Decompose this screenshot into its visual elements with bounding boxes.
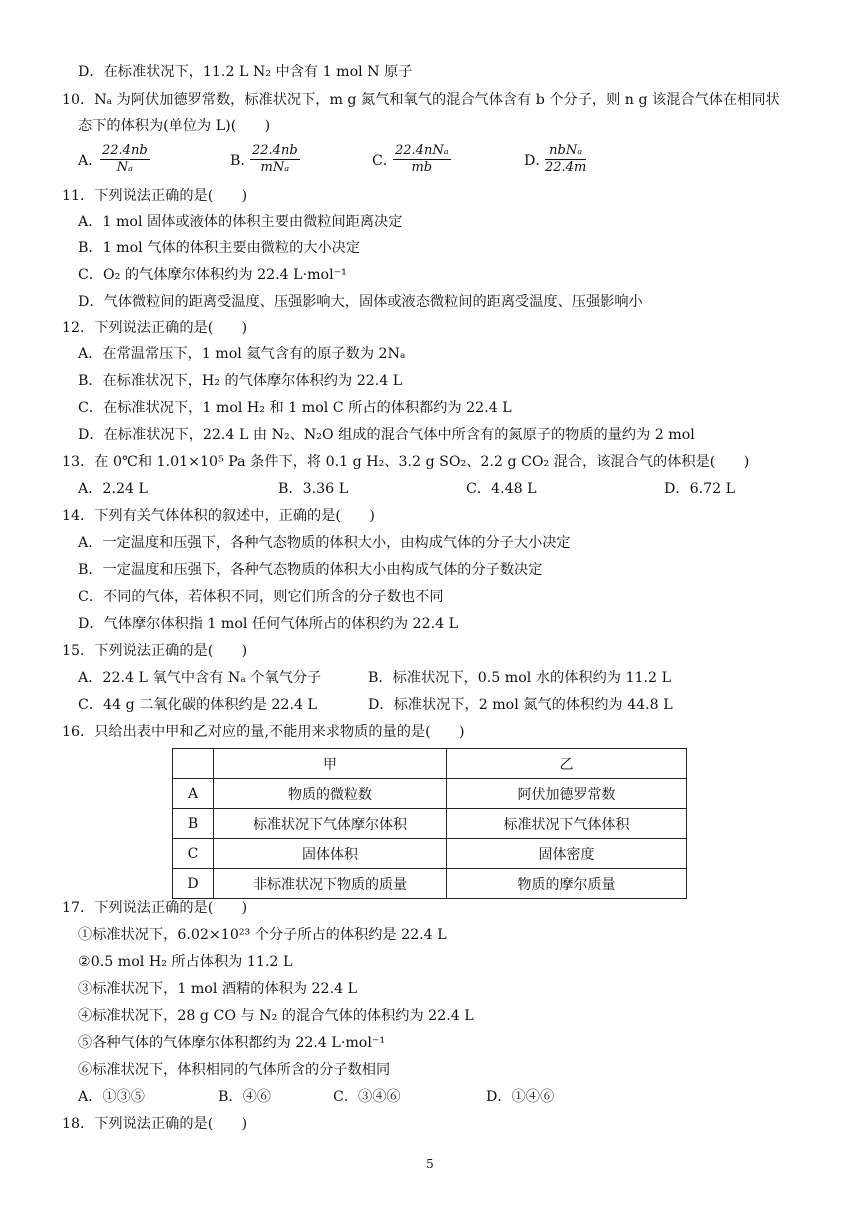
- table-cell: 非标准状况下物质的质量: [214, 869, 447, 899]
- fraction-numerator: 22.4nb: [252, 143, 298, 158]
- q11-option-d: D．气体微粒间的距离受温度、压强影响大，固体或液态微粒间的距离受温度、压强影响小: [78, 294, 643, 310]
- q13-option-b: B．3.36 L: [278, 481, 349, 497]
- table-cell: 标准状况下气体体积: [447, 809, 687, 839]
- q11-stem: 11．下列说法正确的是( ): [62, 188, 248, 204]
- q17-option-c: C．③④⑥: [333, 1089, 401, 1105]
- q13-option-c: C．4.48 L: [466, 481, 537, 497]
- q10-option-b-label: B．: [230, 153, 255, 169]
- q17-option-a: A．①③⑤: [78, 1089, 145, 1105]
- table-header-cell: 乙: [447, 749, 687, 779]
- q15-stem: 15．下列说法正确的是( ): [62, 643, 248, 659]
- q15-option-a: A．22.4 L 氧气中含有 Nₐ 个氧气分子: [78, 670, 322, 686]
- table-cell: 阿伏加德罗常数: [447, 779, 687, 809]
- q13-option-a: A．2.24 L: [78, 481, 148, 497]
- q10-option-a-label: A．: [78, 153, 103, 169]
- q14-option-a: A．一定温度和压强下，各种气态物质的体积大小，由构成气体的分子大小决定: [78, 535, 571, 551]
- q17-statement-1: ①标准状况下，6.02×10²³ 个分子所占的体积约是 22.4 L: [78, 927, 447, 943]
- q17-option-d: D．①④⑥: [486, 1089, 555, 1105]
- q14-option-c: C．不同的气体，若体积不同，则它们所含的分子数也不同: [78, 589, 444, 605]
- q11-option-a: A．1 mol 固体或液体的体积主要由微粒间距离决定: [78, 214, 403, 230]
- q11-option-c: C．O₂ 的气体摩尔体积约为 22.4 L·mol⁻¹: [78, 267, 347, 283]
- q12-option-a: A．在常温常压下，1 mol 氦气含有的原子数为 2Nₐ: [78, 346, 406, 362]
- table-row: [173, 779, 687, 809]
- fraction-numerator: 22.4nNₐ: [395, 143, 449, 158]
- page-number: 5: [426, 1157, 434, 1171]
- q15-option-c: C．44 g 二氧化碳的体积约是 22.4 L: [78, 697, 317, 713]
- table-cell: 固体体积: [214, 839, 447, 869]
- fraction-denominator: mNₐ: [260, 160, 290, 175]
- q13-option-d: D．6.72 L: [664, 481, 736, 497]
- q14-option-b: B．一定温度和压强下，各种气态物质的体积大小由构成气体的分子数决定: [78, 562, 543, 578]
- q12-option-d: D．在标准状况下，22.4 L 由 N₂、N₂O 组成的混合气体中所含有的氮原子的物质的量约为 2 mol: [78, 427, 695, 443]
- table-row: [173, 809, 687, 839]
- table-cell: 标准状况下气体摩尔体积: [214, 809, 447, 839]
- q10-option-d-fraction: [545, 143, 586, 176]
- q17-statement-3: ③标准状况下，1 mol 酒精的体积为 22.4 L: [78, 981, 358, 997]
- q10-stem-cont: 态下的体积为(单位为 L)( ): [78, 118, 271, 134]
- q10-option-d-label: D．: [524, 153, 550, 169]
- fraction-denominator: mb: [411, 160, 433, 175]
- q12-stem: 12．下列说法正确的是( ): [62, 320, 248, 336]
- q12-option-c: C．在标准状况下，1 mol H₂ 和 1 mol C 所占的体积都约为 22.4 L: [78, 400, 512, 416]
- table-row: [173, 869, 687, 899]
- fraction-numerator: 22.4nb: [102, 143, 148, 158]
- q17-option-b: B．④⑥: [218, 1089, 271, 1105]
- table-cell: 物质的微粒数: [214, 779, 447, 809]
- q10-option-c-fraction: [393, 143, 451, 176]
- q17-statement-5: ⑤各种气体的气体摩尔体积都约为 22.4 L·mol⁻¹: [78, 1035, 386, 1051]
- table-header-cell: [173, 749, 214, 779]
- q10-option-b-fraction: [250, 143, 300, 176]
- table-cell: 物质的摩尔质量: [447, 869, 687, 899]
- table-cell: D: [173, 869, 214, 899]
- q17-statement-6: ⑥标准状况下，体积相同的气体所含的分子数相同: [78, 1062, 391, 1078]
- q10-stem: 10．Nₐ 为阿伏加德罗常数，标准状况下，m g 氮气和氧气的混合气体含有 b 个分子，则 n g 该混合气体在相同状: [62, 92, 780, 108]
- q16-table: [172, 748, 687, 899]
- q10-option-c-label: C．: [372, 153, 398, 169]
- fraction-denominator: 22.4m: [545, 160, 587, 175]
- q9-option-d: D．在标准状况下，11.2 L N₂ 中含有 1 mol N 原子: [78, 64, 413, 80]
- q11-option-b: B．1 mol 气体的体积主要由微粒的大小决定: [78, 240, 361, 256]
- q15-option-d: D．标准状况下，2 mol 氮气的体积约为 44.8 L: [368, 697, 673, 713]
- q14-stem: 14．下列有关气体体积的叙述中，正确的是( ): [62, 508, 375, 524]
- q17-stem: 17．下列说法正确的是( ): [62, 900, 248, 916]
- table-cell: A: [173, 779, 214, 809]
- fraction-denominator: Nₐ: [116, 160, 133, 175]
- q17-statement-2: ②0.5 mol H₂ 所占体积为 11.2 L: [78, 954, 293, 970]
- q13-stem: 13．在 0℃和 1.01×10⁵ Pa 条件下，将 0.1 g H₂、3.2 g SO₂、2.2 g CO₂ 混合，该混合气的体积是( ): [62, 454, 750, 470]
- q12-option-b: B．在标准状况下，H₂ 的气体摩尔体积约为 22.4 L: [78, 373, 403, 389]
- q10-option-a-fraction: [100, 143, 150, 176]
- table-row: [173, 839, 687, 869]
- table-header-row: [173, 749, 687, 779]
- table-cell: 固体密度: [447, 839, 687, 869]
- q18-stem: 18．下列说法正确的是( ): [62, 1116, 248, 1132]
- table-cell: B: [173, 809, 214, 839]
- q17-statement-4: ④标准状况下，28 g CO 与 N₂ 的混合气体的体积约为 22.4 L: [78, 1008, 474, 1024]
- table-header-cell: 甲: [214, 749, 447, 779]
- table-cell: C: [173, 839, 214, 869]
- q14-option-d: D．气体摩尔体积指 1 mol 任何气体所占的体积约为 22.4 L: [78, 616, 459, 632]
- q15-option-b: B．标准状况下，0.5 mol 水的体积约为 11.2 L: [368, 670, 672, 686]
- fraction-numerator: nbNₐ: [545, 143, 586, 160]
- q16-stem: 16．只给出表中甲和乙对应的量,不能用来求物质的量的是( ): [62, 724, 465, 740]
